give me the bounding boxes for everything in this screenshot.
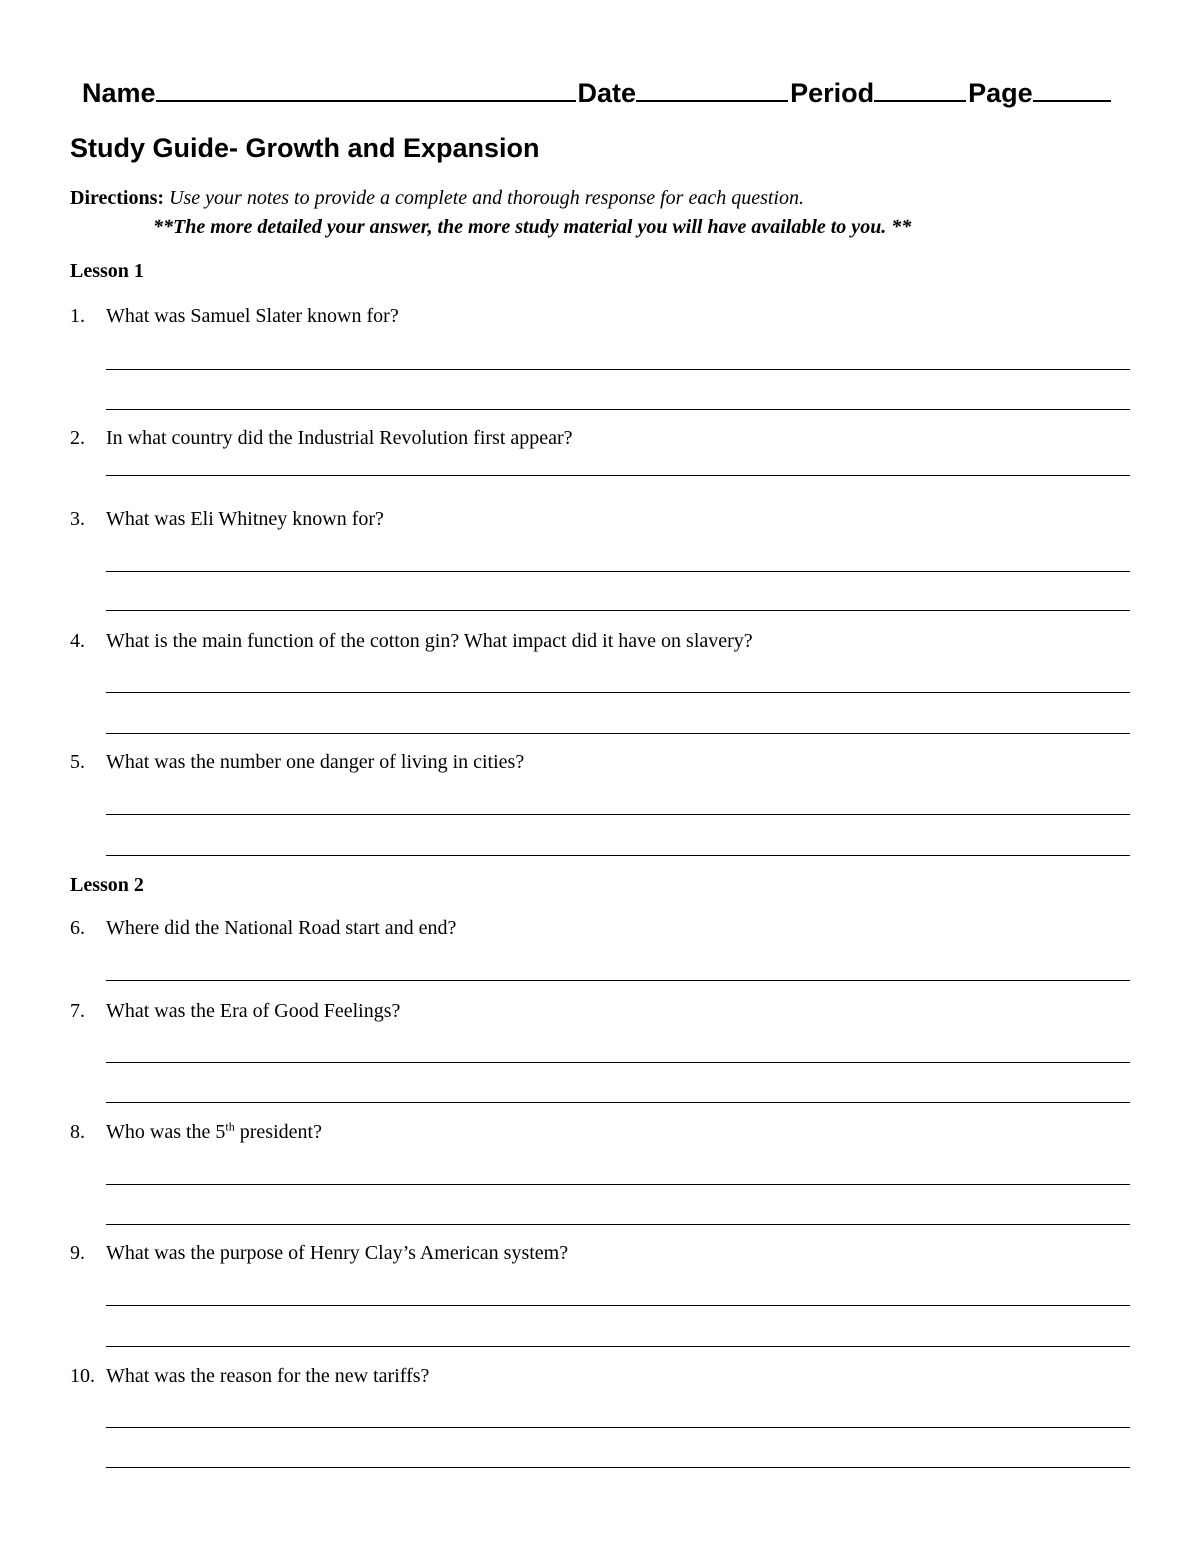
question-9: 9. What was the purpose of Henry Clay’s American system? [70, 1242, 569, 1264]
answer-line[interactable] [106, 814, 1130, 815]
period-blank [874, 72, 966, 102]
answer-line[interactable] [106, 1427, 1130, 1428]
lesson-2-heading: Lesson 2 [70, 874, 144, 896]
answer-line[interactable] [106, 1062, 1130, 1063]
answer-line[interactable] [106, 1305, 1130, 1306]
question-10: 10. What was the reason for the new tariffs? [70, 1365, 430, 1387]
answer-line[interactable] [106, 855, 1130, 856]
question-6: 6. Where did the National Road start and end? [70, 917, 457, 939]
question-5: 5. What was the number one danger of living in cities? [70, 751, 525, 773]
answer-line[interactable] [106, 571, 1130, 572]
question-2: 2. In what country did the Industrial Revolution first appear? [70, 427, 573, 449]
answer-line[interactable] [106, 475, 1130, 476]
answer-line[interactable] [106, 369, 1130, 370]
answer-line[interactable] [106, 1346, 1130, 1347]
page-label: Page [968, 78, 1033, 108]
answer-line[interactable] [106, 1224, 1130, 1225]
period-label: Period [790, 78, 875, 108]
answer-line[interactable] [106, 692, 1130, 693]
answer-line[interactable] [106, 1184, 1130, 1185]
answer-line[interactable] [106, 1467, 1130, 1468]
page-blank [1033, 72, 1111, 102]
lesson-1-heading: Lesson 1 [70, 260, 144, 282]
directions [70, 184, 804, 212]
answer-line[interactable] [106, 1102, 1130, 1103]
header-row [82, 72, 1113, 113]
name-blank [156, 72, 576, 102]
directions-text: Use your notes to provide a complete and thorough response for each question. [169, 187, 804, 209]
answer-line[interactable] [106, 733, 1130, 734]
question-1: 1. What was Samuel Slater known for? [70, 305, 399, 327]
directions-note: **The more detailed your answer, the more study material you will have available to you. ** [153, 216, 912, 238]
question-4: 4. What is the main function of the cotton gin? What impact did it have on slavery? [70, 630, 753, 652]
question-7: 7. What was the Era of Good Feelings? [70, 1000, 401, 1022]
date-blank [636, 72, 788, 102]
date-label: Date [577, 78, 637, 108]
answer-line[interactable] [106, 610, 1130, 611]
name-label: Name [82, 78, 156, 108]
answer-line[interactable] [106, 980, 1130, 981]
question-3: 3. What was Eli Whitney known for? [70, 508, 384, 530]
directions-label: Directions: [70, 187, 165, 209]
answer-line[interactable] [106, 409, 1130, 410]
page-title: Study Guide- Growth and Expansion [70, 133, 540, 163]
question-8: 8. Who was the 5th president? [70, 1119, 322, 1143]
